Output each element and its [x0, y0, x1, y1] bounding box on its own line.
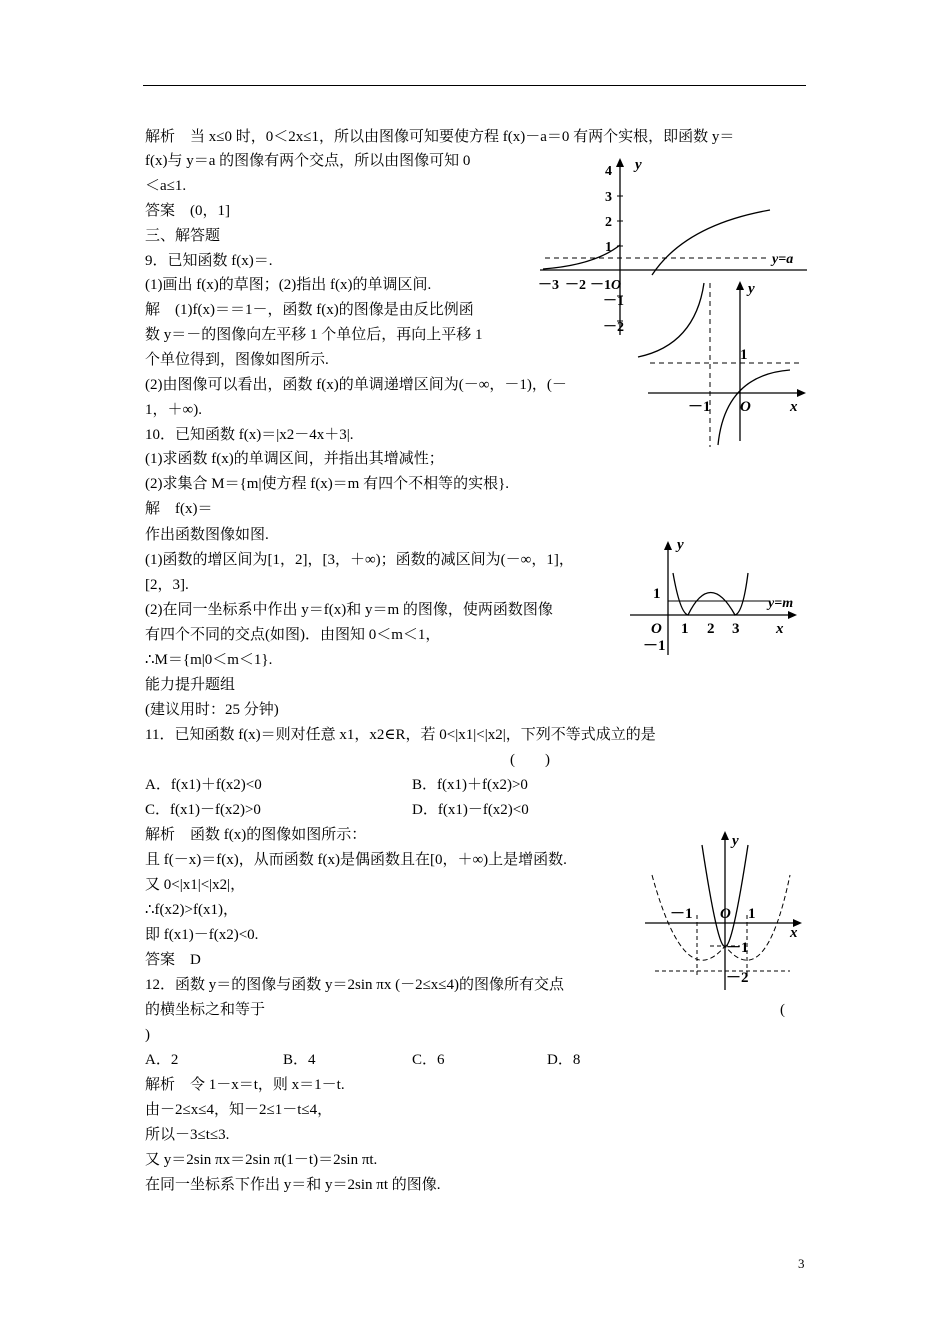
tick-label: －1: [590, 278, 611, 293]
graph-hyperbola: [630, 275, 810, 455]
tick-label: －3: [538, 278, 559, 293]
text-line: 解 f(x)＝: [145, 501, 213, 517]
option-c: C．f(x1)－f(x2)>0: [145, 802, 261, 818]
origin-label: O: [720, 906, 731, 922]
axis-label-y: y: [748, 281, 755, 297]
question-11: 11．已知函数 f(x)＝则对任意 x1，x2∈R，若 0<|x1|<|x2|，下列不等式成立的是: [145, 727, 656, 743]
line-label: y=m: [768, 596, 794, 611]
answer-bracket: ( ): [510, 752, 550, 768]
axis-label-x: x: [790, 399, 798, 415]
axis-label-y: y: [732, 833, 739, 849]
text-line: ∴f(x2)>f(x1)，: [145, 902, 238, 918]
text-line: (1)求函数 f(x)的单调区间，并指出其增减性；: [145, 451, 444, 467]
text-line: ∴M＝{m|0＜m＜1}.: [145, 652, 273, 668]
text-line: 有四个不同的交点(如图)．由图知 0＜m＜1，: [145, 627, 441, 643]
tick-label: －2: [726, 970, 749, 986]
axis-label-y: y: [677, 537, 684, 553]
origin-label: O: [740, 399, 751, 415]
header-rule: [143, 85, 806, 86]
tick-label: －1: [603, 294, 624, 309]
answer-line: 答案 (0，1]: [145, 203, 230, 219]
text-line: 解 (1)f(x)＝＝1－，函数 f(x)的图像是由反比例函: [145, 302, 474, 318]
axis-label-y: y: [635, 157, 642, 173]
text-line: 数 y＝－的图像向左平移 1 个单位后，再向上平移 1: [145, 327, 483, 343]
section-heading: 能力提升题组: [145, 677, 236, 693]
tick-label: 1: [748, 906, 756, 922]
option-a: A．f(x1)＋f(x2)<0: [145, 777, 262, 793]
text-line: 的横坐标之和等于: [145, 1002, 266, 1018]
answer-line: 答案 D: [145, 952, 201, 968]
graph-absolute-quadratic: [625, 535, 810, 665]
text-line: 在同一坐标系下作出 y＝和 y＝2sin πt 的图像.: [145, 1177, 441, 1193]
answer-bracket-open: (: [780, 1002, 785, 1018]
option-d: D．f(x1)－f(x2)<0: [412, 802, 529, 818]
question-10: 10．已知函数 f(x)＝|x2－4x＋3|.: [145, 427, 354, 443]
tick-label: 3: [605, 190, 612, 205]
text-line: (1)画出 f(x)的草图；(2)指出 f(x)的单调区间.: [145, 277, 432, 293]
axis-label-x: x: [776, 621, 784, 637]
text-line: (建议用时：25 分钟): [145, 702, 279, 718]
tick-label: －1: [726, 940, 749, 956]
section-heading: 三、解答题: [145, 228, 221, 244]
question-12: 12．函数 y＝的图像与函数 y＝2sin πx (－2≤x≤4)的图像所有交点: [145, 977, 565, 993]
text-line: 解析 令 1－x＝t，则 x＝1－t.: [145, 1077, 345, 1093]
tick-label: 1: [681, 621, 689, 637]
text-line: 又 0<|x1|<|x2|，: [145, 877, 246, 893]
option-b: B．f(x1)＋f(x2)>0: [412, 777, 528, 793]
line-label: y=a: [772, 252, 794, 267]
option-c: C．6: [412, 1052, 445, 1068]
origin-label: O: [611, 278, 622, 293]
text-line: 所以－3≤t≤3.: [145, 1127, 230, 1143]
text-line: [2，3].: [145, 577, 189, 593]
tick-label: －2: [565, 278, 586, 293]
tick-label: 1: [605, 240, 612, 255]
text-line: 个单位得到，图像如图所示.: [145, 352, 329, 368]
tick-label: 1: [740, 347, 748, 363]
answer-bracket-close: ): [145, 1027, 150, 1043]
tick-label: －1: [688, 399, 711, 415]
text-line: 作出函数图像如图.: [145, 527, 269, 543]
text-line: 即 f(x1)－f(x2)<0.: [145, 927, 259, 943]
graph-even-function: [640, 825, 810, 995]
option-b: B．4: [283, 1052, 316, 1068]
text-line: (2)在同一坐标系中作出 y＝f(x)和 y＝m 的图像，使两函数图像: [145, 602, 553, 618]
text-line: f(x)与 y＝a 的图像有两个交点，所以由图像可知 0: [145, 153, 471, 169]
tick-label: －2: [603, 320, 624, 335]
tick-label: 2: [707, 621, 715, 637]
option-a: A．2: [145, 1052, 179, 1068]
tick-label: 4: [605, 164, 612, 179]
text-line: 解析 函数 f(x)的图像如图所示：: [145, 827, 367, 843]
page-number: 3: [798, 1256, 805, 1271]
text-line: (2)由图像可以看出，函数 f(x)的单调递增区间为(－∞，－1)，(－: [145, 377, 567, 393]
text-line: 1，＋∞).: [145, 402, 202, 418]
text-line: 由－2≤x≤4，知－2≤1－t≤4，: [145, 1102, 333, 1118]
text-line: (1)函数的增区间为[1，2]，[3，＋∞)；函数的减区间为(－∞，1]，: [145, 552, 574, 568]
text-line: 又 y＝2sin πx＝2sin π(1－t)＝2sin πt.: [145, 1152, 378, 1168]
text-line: 解析 当 x≤0 时，0＜2x≤1，所以由图像可知要使方程 f(x)－a＝0 有两个实根，即函数 y＝: [145, 129, 735, 145]
question-9: 9．已知函数 f(x)＝.: [145, 253, 273, 269]
text-line: 且 f(－x)＝f(x)，从而函数 f(x)是偶函数且在[0，＋∞)上是增函数.: [145, 852, 567, 868]
tick-label: 2: [605, 215, 612, 230]
option-d: D．8: [547, 1052, 581, 1068]
tick-label: 3: [732, 621, 740, 637]
origin-label: O: [651, 621, 662, 637]
tick-label: －1: [643, 638, 666, 654]
text-line: ＜a≤1.: [145, 178, 187, 194]
tick-label: 1: [653, 586, 661, 602]
text-line: (2)求集合 M＝{m|使方程 f(x)＝m 有四个不相等的实根}.: [145, 476, 510, 492]
axis-label-x: x: [790, 925, 798, 941]
tick-label: －1: [670, 906, 693, 922]
